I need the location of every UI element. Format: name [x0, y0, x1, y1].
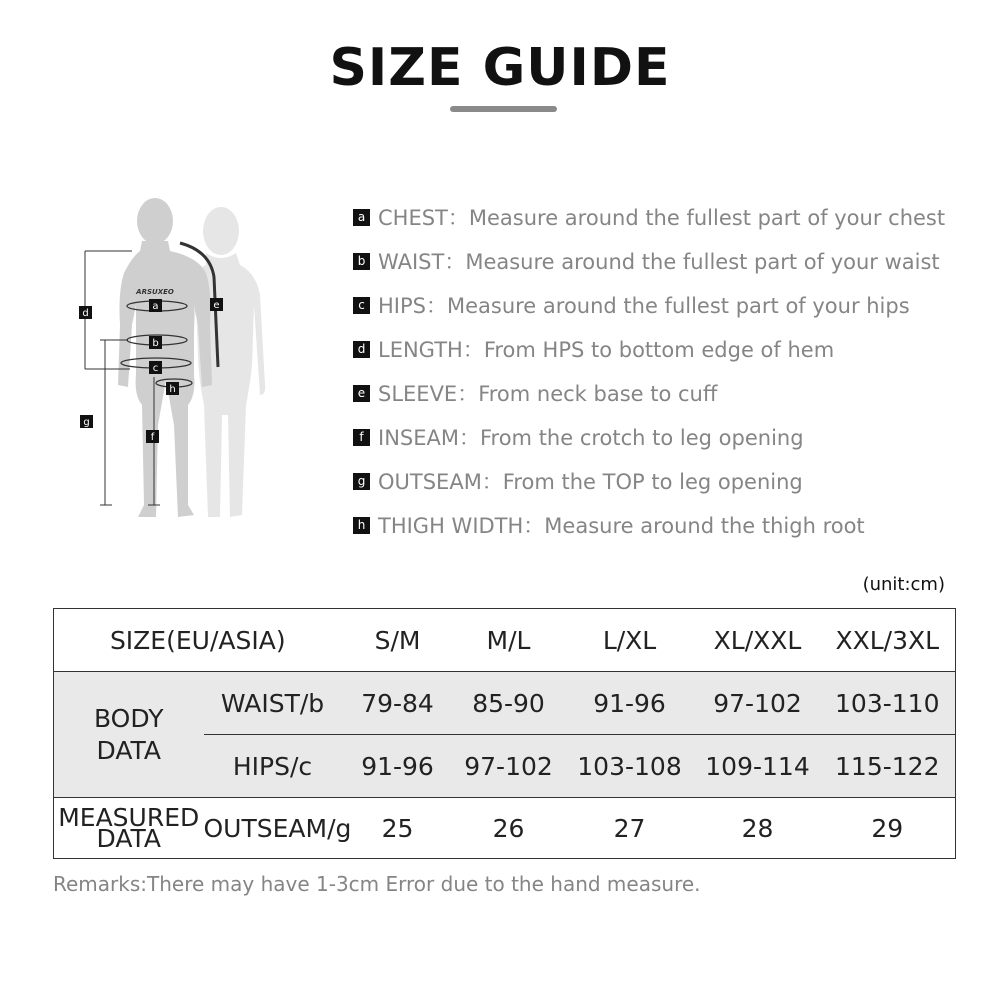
- legend-item-sleeve: [353, 371, 993, 415]
- remarks-note: Remarks:There may have 1-3cm Error due to the hand measure.: [53, 872, 701, 896]
- legend-text: OUTSEAM：From the TOP to leg opening: [378, 470, 803, 494]
- figure-label-h: [166, 382, 179, 395]
- body-data-group-label: BODY DATA: [54, 672, 204, 798]
- legend-item-waist: [353, 239, 993, 283]
- title-underline: [450, 106, 557, 112]
- legend-badge: c: [353, 297, 370, 314]
- legend-item-hips: [353, 283, 993, 327]
- table-cell: 85-90: [454, 672, 564, 735]
- figure-label-c: [149, 361, 162, 374]
- table-cell: 103-108: [564, 735, 696, 798]
- table-cell: 29: [820, 798, 956, 859]
- outseam-row-label: OUTSEAM/g: [204, 798, 342, 859]
- legend-item-inseam: [353, 415, 993, 459]
- legend-item-chest: [353, 195, 993, 239]
- legend-item-outseam: [353, 459, 993, 503]
- legend-badge: b: [353, 253, 370, 270]
- table-header-row: [54, 609, 956, 672]
- legend-badge: g: [353, 473, 370, 490]
- size-column-header: L/XL: [564, 609, 696, 672]
- size-column-header: XL/XXL: [696, 609, 820, 672]
- table-cell: 103-110: [820, 672, 956, 735]
- table-cell: 26: [454, 798, 564, 859]
- shirt-brand-logo: ARSUXEO: [136, 288, 174, 296]
- svg-text:d: d: [82, 308, 89, 319]
- table-cell: 115-122: [820, 735, 956, 798]
- table-cell: 27: [564, 798, 696, 859]
- legend-badge: f: [353, 429, 370, 446]
- figure-label-b: [149, 336, 162, 349]
- svg-text:b: b: [152, 338, 159, 349]
- measurement-legend: [353, 195, 993, 547]
- unit-label: (unit:cm): [862, 574, 945, 595]
- svg-text:g: g: [83, 417, 90, 428]
- figure-label-e: [210, 298, 223, 311]
- svg-text:e: e: [213, 300, 220, 311]
- male-silhouette: [118, 198, 212, 517]
- size-table: [53, 608, 956, 859]
- table-cell: 25: [342, 798, 454, 859]
- legend-text: LENGTH：From HPS to bottom edge of hem: [378, 338, 835, 362]
- table-cell: 109-114: [696, 735, 820, 798]
- table-cell: 91-96: [342, 735, 454, 798]
- table-row-outseam: [54, 798, 956, 859]
- table-cell: 28: [696, 798, 820, 859]
- legend-item-thigh-width: [353, 503, 993, 547]
- legend-badge: e: [353, 385, 370, 402]
- page-title: SIZE GUIDE: [329, 38, 671, 98]
- legend-text: THIGH WIDTH：Measure around the thigh root: [378, 514, 865, 538]
- svg-text:c: c: [152, 363, 159, 374]
- figure-label-a: [149, 299, 162, 312]
- legend-badge: a: [353, 209, 370, 226]
- table-row-waist: [54, 672, 956, 735]
- legend-text: SLEEVE：From neck base to cuff: [378, 382, 718, 406]
- svg-text:f: f: [150, 432, 155, 443]
- table-cell: 91-96: [564, 672, 696, 735]
- table-cell: 79-84: [342, 672, 454, 735]
- svg-text:h: h: [169, 384, 176, 395]
- figure-label-d: [79, 306, 92, 319]
- legend-item-length: [353, 327, 993, 371]
- size-header-label: SIZE(EU/ASIA): [54, 609, 342, 672]
- figure-label-g: [80, 415, 93, 428]
- measured-data-group-label: MEASURED DATA: [54, 798, 204, 859]
- hips-row-label: HIPS/c: [204, 735, 342, 798]
- legend-text: WAIST：Measure around the fullest part of your waist: [378, 250, 940, 274]
- legend-text: CHEST：Measure around the fullest part of your chest: [378, 206, 946, 230]
- table-cell: 97-102: [454, 735, 564, 798]
- female-silhouette: [184, 207, 265, 517]
- legend-badge: h: [353, 517, 370, 534]
- size-column-header: XXL/3XL: [820, 609, 956, 672]
- size-column-header: S/M: [342, 609, 454, 672]
- svg-text:a: a: [152, 301, 159, 312]
- body-figure-illustration: [70, 195, 280, 530]
- legend-badge: d: [353, 341, 370, 358]
- table-cell: 97-102: [696, 672, 820, 735]
- size-column-header: M/L: [454, 609, 564, 672]
- legend-text: INSEAM：From the crotch to leg opening: [378, 426, 804, 450]
- figure-label-f: [146, 430, 159, 443]
- waist-row-label: WAIST/b: [204, 672, 342, 735]
- legend-text: HIPS：Measure around the fullest part of your hips: [378, 294, 910, 318]
